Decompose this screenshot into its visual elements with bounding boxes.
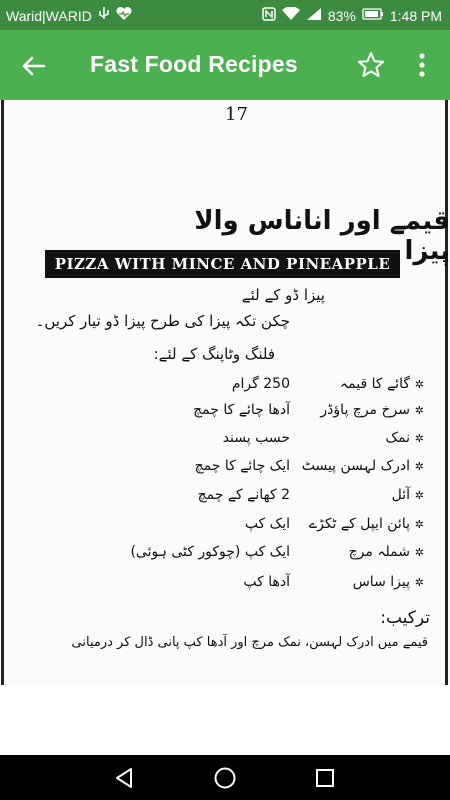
nav-home-circle-icon xyxy=(212,765,238,791)
ingredient-qty: آدھا چائے کا چمچ xyxy=(193,402,290,418)
status-bar xyxy=(0,0,450,30)
ingredient-row xyxy=(130,544,424,568)
nav-back-triangle-icon xyxy=(112,765,138,791)
bullet-icon: ✲ xyxy=(414,489,424,502)
back-button[interactable] xyxy=(18,50,50,82)
clock-time: 1:48 PM xyxy=(389,7,442,24)
battery-icon xyxy=(362,8,384,23)
usb-icon xyxy=(98,7,110,24)
ingredient-qty: ایک کپ xyxy=(244,516,290,532)
arrow-left-icon xyxy=(18,50,50,82)
bullet-icon: ✲ xyxy=(414,404,424,417)
page-border-left xyxy=(1,100,4,685)
ingredient-name: پائن ایپل کے ٹکڑے xyxy=(308,516,410,532)
dough-text: چکن تکہ پیزا کی طرح پیزا ڈو تیار کریں۔ xyxy=(35,312,290,330)
ingredient-name: گائے کا قیمہ xyxy=(339,376,410,392)
ingredient-row xyxy=(180,487,424,511)
bullet-icon: ✲ xyxy=(414,460,424,473)
app-title: Fast Food Recipes xyxy=(90,51,298,77)
heart-monitor-icon xyxy=(116,7,132,24)
bullet-icon: ✲ xyxy=(414,546,424,559)
page-border-right xyxy=(445,100,448,685)
ingredient-row xyxy=(180,458,424,482)
recipe-page-viewer[interactable] xyxy=(0,100,450,685)
ingredient-name: پیزا ساس xyxy=(352,574,410,590)
app-bar xyxy=(0,30,450,100)
ingredient-row xyxy=(180,402,424,426)
status-left xyxy=(6,7,132,24)
ingredient-row xyxy=(180,574,424,598)
battery-percent: 83% xyxy=(327,7,356,24)
ingredient-qty: ایک کپ (چوکور کٹی ہوئی) xyxy=(130,544,290,560)
signal-icon xyxy=(306,7,322,24)
carrier-label: Warid|WARID xyxy=(6,7,92,24)
ingredient-row xyxy=(180,430,424,454)
ingredient-qty: آدھا کپ xyxy=(243,574,290,590)
method-text: قیمے میں ادرک لہسن، نمک مرچ اور آدھا کپ پانی ڈال کر درمیانی xyxy=(71,635,428,650)
ingredient-qty: حسب پسند xyxy=(222,430,290,446)
status-right xyxy=(262,7,442,24)
ingredient-name: آئل xyxy=(391,487,410,503)
ingredient-name: ادرک لہسن پیسٹ xyxy=(301,458,410,474)
favorite-button[interactable] xyxy=(356,50,386,80)
ingredient-name: شملہ مرچ xyxy=(348,544,410,560)
more-vert-icon xyxy=(410,48,434,82)
star-outline-icon xyxy=(356,50,386,80)
nav-recents-square-icon xyxy=(312,765,338,791)
scanned-page xyxy=(0,100,450,685)
bullet-icon: ✲ xyxy=(414,518,424,531)
navigation-bar xyxy=(0,755,450,800)
bullet-icon: ✲ xyxy=(414,576,424,589)
ingredient-name: سرخ مرچ پاؤڈر xyxy=(320,402,410,418)
nav-recents-button[interactable] xyxy=(312,765,338,791)
filling-heading: فلنگ وٹاپنگ کے لئے: xyxy=(153,345,275,363)
ingredient-row xyxy=(180,376,424,400)
method-heading: ترکیب: xyxy=(380,608,430,628)
recipe-title-english: PIZZA WITH MINCE AND PINEAPPLE xyxy=(45,250,400,278)
ingredient-qty: 250 گرام xyxy=(231,376,290,392)
empty-area xyxy=(0,685,450,755)
nav-home-button[interactable] xyxy=(212,765,238,791)
ingredient-qty: ایک چائے کا چمچ xyxy=(194,458,290,474)
bullet-icon: ✲ xyxy=(414,378,424,391)
more-options-button[interactable] xyxy=(410,48,434,82)
ingredient-name: نمک xyxy=(385,430,410,446)
nav-back-button[interactable] xyxy=(112,765,138,791)
ingredient-qty: 2 کھانے کے چمچ xyxy=(197,487,290,503)
wifi-icon xyxy=(282,7,300,24)
page-number: 17 xyxy=(225,104,248,125)
ingredient-row xyxy=(180,516,424,540)
bullet-icon: ✲ xyxy=(414,432,424,445)
nfc-icon xyxy=(262,7,276,24)
dough-heading: پیزا ڈو کے لئے xyxy=(241,286,325,304)
recipe-title-urdu: قیمے اور اناناس والا پیزا xyxy=(194,206,450,266)
